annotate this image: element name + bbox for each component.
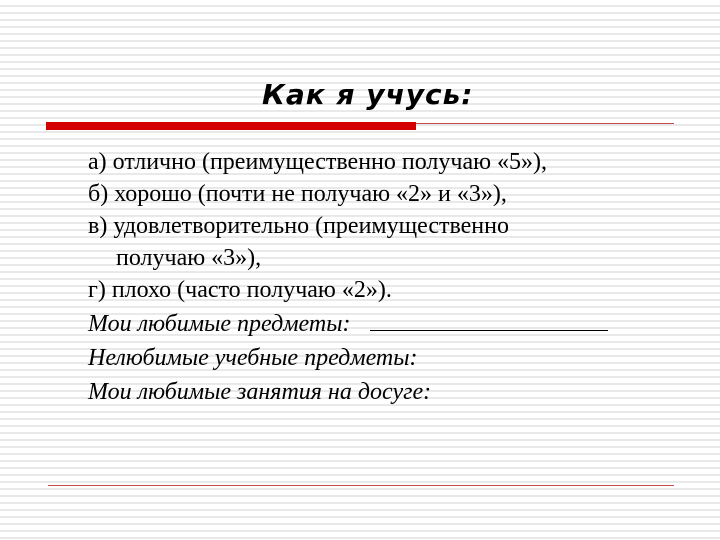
favorite-subjects-answer-blank[interactable] <box>370 308 608 331</box>
favorite-subjects-question <box>88 308 708 340</box>
leisure-activities-question: Мои любимые занятия на досуге: <box>88 379 432 405</box>
option-good: б) хорошо (почти не получаю «2» и «3»), <box>88 181 507 207</box>
title-rule-line <box>416 123 674 124</box>
disliked-subjects-question: Нелюбимые учебные предметы: <box>88 345 418 371</box>
slide-content <box>88 146 708 408</box>
slide-title: Как я учусь: <box>262 78 474 111</box>
option-poor: г) плохо (часто получаю «2»). <box>88 277 392 303</box>
option-excellent: а) отлично (преимущественно получаю «5»), <box>88 149 548 175</box>
bottom-rule-line <box>48 485 674 486</box>
favorite-subjects-label: Мои любимые предметы: <box>88 311 351 337</box>
title-accent-bar <box>46 122 416 130</box>
option-satisfactory-continued: получаю «3»), <box>116 245 262 271</box>
option-satisfactory: в) удовлетворительно (преимущественно <box>88 213 509 239</box>
